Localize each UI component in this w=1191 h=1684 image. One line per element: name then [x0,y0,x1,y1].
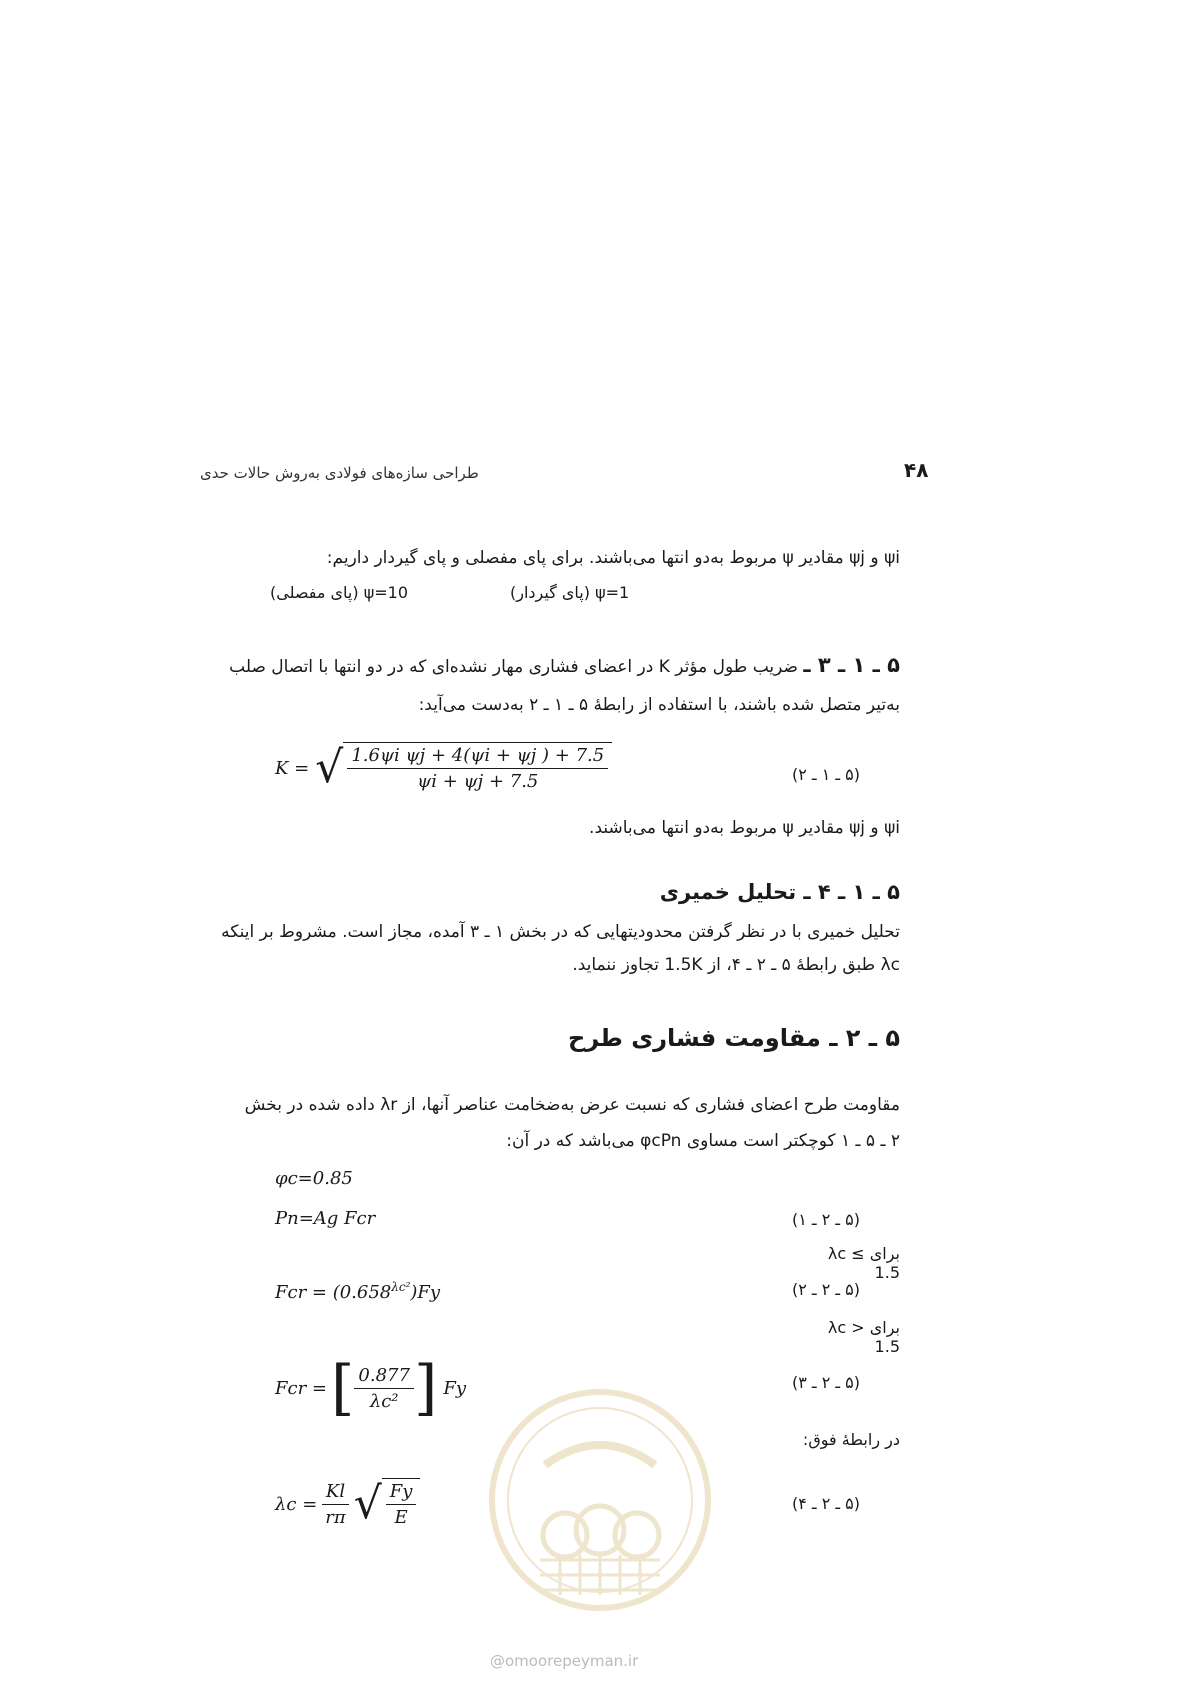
equation-521-number: (۵ ـ ۲ ـ ۱) [792,1210,860,1229]
section-52-line1: مقاومت طرح اعضای فشاری که نسبت عرض به‌ضخامت عناصر آنها، از λr داده شده در بخش [244,1095,900,1115]
equation-k-lhs: K = [275,757,310,779]
condition-lambda-le: برای λc ≤ 1.5 [827,1244,900,1282]
fcr1-exponent: λc² [391,1280,411,1294]
condition-lambda-gt: برای λc > 1.5 [827,1318,900,1356]
phi-c-value: φc=0.85 [275,1168,353,1189]
lambda-lhs: λc = [275,1493,318,1515]
fcr2-denominator: λc² [369,1390,399,1412]
equation-523-number: (۵ ـ ۲ ـ ۳) [792,1373,860,1392]
fcr1-rhs: )Fy [410,1282,441,1303]
equation-522-number: (۵ ـ ۲ ـ ۲) [792,1280,860,1299]
psi-intro-line: ψi و ψj مقادیر ψ مربوط به‌دو انتها می‌باشند. برای پای مفصلی و پای گیردار داریم: [326,548,900,568]
section-514-line1: تحلیل خمیری با در نظر گرفتن محدودیتهایی که در بخش ۱ ـ ۳ آمده، مجاز است. مشروط بر اینکه [221,922,900,942]
section-513-line1 [220,650,900,683]
section-513-after: ψi و ψj مقادیر ψ مربوط به‌دو انتها می‌باشند. [589,818,900,838]
lambda-root-numerator: Fy [386,1481,417,1505]
footer-watermark: @omoorepeyman.ir [490,1652,639,1670]
running-title: طراحی سازه‌های فولادی به‌روش حالات حدی [200,464,479,482]
watermark-seal-icon [485,1385,715,1615]
fcr1-lhs: Fcr = (0.658 [275,1282,392,1303]
lambda-denominator: rπ [325,1506,346,1528]
section-513-text1: ضریب طول مؤثر K در اعضای فشاری مهار نشده‌ای که در دو انتها با اتصال صلب [229,657,798,677]
section-514-title: ۵ ـ ۱ ـ ۴ ـ تحلیل خمیری [659,880,900,904]
equation-k-numerator: 1.6ψi ψj + 4(ψi + ψj ) + 7.5 [347,745,608,769]
section-513-number: ۵ ـ ۱ ـ ۳ ـ [803,653,900,677]
equation-512-number: (۵ ـ ۱ ـ ۲) [792,765,860,784]
fcr2-rhs: Fy [443,1377,467,1399]
lambda-numerator: Kl [322,1481,349,1505]
lambda-root-denominator: E [394,1507,408,1528]
equation-k-sqrt: √ $\frac{\text{1.6ψi ψj + 4(ψi + ψj ) + 7.5}}{\psi i + \psi j + 7.5}$ [315,742,612,794]
section-513-line2: به‌تیر متصل شده باشند، با استفاده از رابطهٔ ۵ ـ ۱ ـ ۲ به‌دست می‌آید: [418,695,900,715]
section-514-line2: λc طبق رابطهٔ ۵ ـ ۲ ـ ۴، از 1.5K تجاوز ننماید. [572,955,900,975]
pn-equation: Pn=Ag Fcr [275,1208,376,1229]
psi-pinned-value: ψ=10 (پای مفصلی) [270,583,409,602]
lambda-c-equation: λc = $\frac{Kl}{r\pi}$ √ $\frac{Fy}{E}$ [275,1478,420,1530]
fcr2-lhs: Fcr = [275,1377,327,1399]
psi-fixed-value: ψ=1 (پای گیردار) [510,583,630,602]
fcr-elastic-equation: Fcr = [ $\frac{0.877}{\text{λc²}}$ ] Fy [275,1353,467,1423]
fcr-inelastic-equation [275,1280,440,1303]
equation-524-number: (۵ ـ ۲ ـ ۴) [792,1494,860,1513]
fcr2-numerator: 0.877 [354,1365,414,1389]
where-label: در رابطهٔ فوق: [802,1430,900,1449]
equation-k-denominator: ψi + ψj + 7.5 [417,771,539,792]
section-52-line2: ۲ ـ ۵ ـ ۱ کوچکتر است مساوی φcPn می‌باشد که در آن: [506,1131,900,1151]
equation-k [275,742,612,794]
section-52-title: ۵ ـ ۲ ـ مقاومت فشاری طرح [568,1024,900,1052]
page-number: ۴۸ [904,458,929,482]
